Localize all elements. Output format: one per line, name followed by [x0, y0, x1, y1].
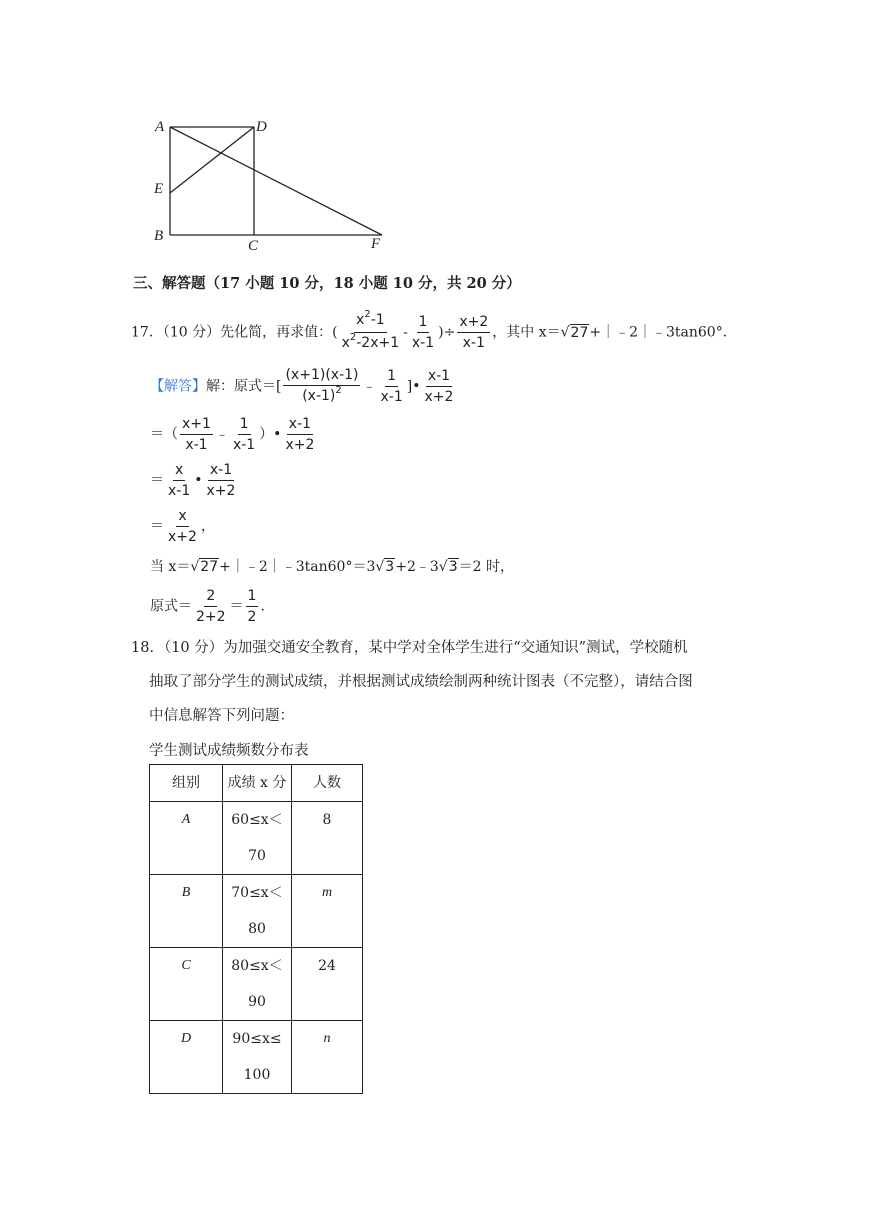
solution-line-1: 【解答】解：原式＝[ $\frac{(x+1)(x-1)}{(x-1)^2}$ ﹣ $\frac{1}{x-1}$ ]• $\frac{x-1}{x+2}$ — [150, 367, 454, 405]
solution-line-4: ＝ $\frac{x}{x+2}$ ， — [150, 508, 215, 545]
section-title: 三、解答题（17 小题 10 分，18 小题 10 分，共 20 分） — [133, 275, 521, 292]
label-a: A — [155, 119, 165, 135]
q17-score: （10 分） — [162, 324, 221, 341]
q17-number: 17． — [131, 324, 163, 341]
label-b: B — [154, 228, 164, 244]
segment-af — [170, 127, 382, 235]
table-row: B 70≤x＜ 80 m — [150, 875, 363, 948]
sol-l4-fraction: $\frac{x}{x+2}$ — [168, 508, 197, 545]
table-header-row — [150, 765, 363, 802]
q18-line-2: 抽取了部分学生的测试成绩，并根据测试成绩绘制两种统计图表（不完整），请结合图 — [149, 674, 693, 690]
q18-line-3: 中信息解答下列问题： — [149, 708, 294, 724]
solution-jie: 解： — [206, 378, 234, 395]
table-row: A 60≤x＜ 70 8 — [150, 802, 363, 875]
sol-l6-fraction-2: $\frac{1}{2}$ — [247, 588, 257, 625]
table-row: D 90≤x≤ 100 n — [150, 1021, 363, 1094]
header-count: 人数 — [292, 765, 363, 802]
q17-prompt: 先化简，再求值： — [220, 324, 333, 341]
sol-l2-fraction-2: $\frac{1}{x-1}$ — [232, 416, 256, 453]
table-title: 学生测试成绩频数分布表 — [149, 743, 309, 759]
header-score: 成绩 x 分 — [223, 765, 292, 802]
sol-l1-fraction-1: $\frac{(x+1)(x-1)}{(x-1)^2}$ — [285, 367, 359, 404]
q18-line-1: 18．（10 分）为加强交通安全教育，某中学对全体学生进行“交通知识”测试，学校随机 — [131, 640, 688, 656]
segment-ed — [170, 127, 254, 193]
q17-where: ，其中 x＝ — [492, 324, 561, 341]
label-f: F — [371, 236, 381, 252]
q17-fraction-2: $\frac{1}{x-1}$ — [411, 314, 435, 351]
frequency-table — [149, 764, 363, 1094]
q17-where-rest: +｜﹣2｜﹣3tan60°． — [589, 324, 737, 341]
geometry-figure — [145, 110, 395, 255]
sol-l6-fraction-1: $\frac{2}{2+2}$ — [196, 588, 226, 625]
solution-line-3: ＝ $\frac{x}{x-1}$ • $\frac{x-1}{x+2}$ — [150, 462, 236, 499]
question-17: 17．（10 分）先化简，再求值：( $\frac{x^2-1}{x^2-2x+1}$ - $\frac{1}{x-1}$ )÷ $\frac{x+2}{x-1}$ ，其中 x＝√27+｜﹣2｜﹣3tan60°． — [131, 311, 737, 354]
label-e: E — [154, 181, 164, 197]
table-row: C 80≤x＜ 90 24 — [150, 948, 363, 1021]
label-c: C — [248, 238, 259, 254]
sol-l3-fraction-2: $\frac{x-1}{x+2}$ — [206, 462, 236, 499]
sol-l2-fraction-3: $\frac{x-1}{x+2}$ — [285, 416, 315, 453]
solution-tag: 【解答】 — [150, 378, 206, 395]
label-d: D — [256, 119, 267, 135]
solution-line-2: ＝（ $\frac{x+1}{x-1}$ ﹣ $\frac{1}{x-1}$ ）• $\frac{x-1}{x+2}$ — [150, 416, 315, 453]
sol-l1-fraction-2: $\frac{1}{x-1}$ — [380, 368, 403, 405]
header-group: 组别 — [150, 765, 223, 802]
sol-l1-fraction-3: $\frac{x-1}{x+2}$ — [424, 368, 454, 405]
q17-radicand: 27 — [570, 324, 589, 341]
solution-line-6: 原式＝ $\frac{2}{2+2}$ ＝ $\frac{1}{2}$ . — [150, 588, 265, 625]
solution-line-5: 当 x＝√27+｜﹣2｜﹣3tan60°＝3√3+2﹣3√3＝2 时， — [150, 559, 514, 575]
q17-fraction-1: $\frac{x^2-1}{x^2-2x+1}$ — [341, 309, 400, 351]
sol-l2-fraction-1: $\frac{x+1}{x-1}$ — [182, 416, 211, 453]
sol-l3-fraction-1: $\frac{x}{x-1}$ — [168, 462, 191, 499]
q17-fraction-3: $\frac{x+2}{x-1}$ — [459, 314, 489, 351]
divide-sign: ÷ — [443, 324, 456, 341]
